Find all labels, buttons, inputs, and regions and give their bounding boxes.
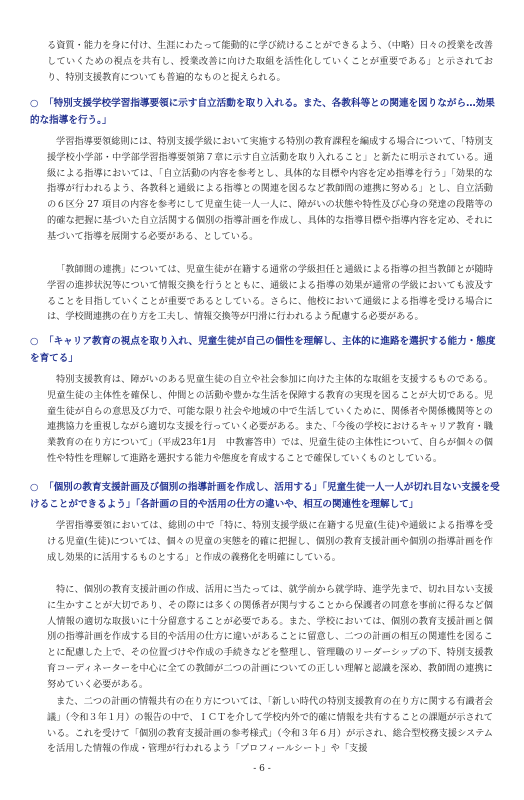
- section-3-heading-text: 「個別の教育支援計画及び個別の指導計画を作成し、活用する」「児童生徒一人一人が切れ目ない支援を受けることができるよう」「各計画の目的や活用の仕方の違いや、相互の関連性を理解して」: [30, 482, 500, 510]
- section-3-heading: [30, 480, 500, 513]
- section-3-paragraph-2: 特に、個別の教育支援計画の作成、活用に当たっては、就学前から就学時、進学先まで、切れ目ない支援に生かすことが大切であり、その際には多くの関係者が関与することから保護者の同意を事前に得るなど個人情報の適切な取扱いに十分留意することが必要である。また、学校においては、個別の教育支援計画と個別の指導計画を作成する目的や活用の仕方に違いがあることに留意し、二つの計画の相互の関連性を図ることに配慮した上で、その位置づけや作成の手続きなどを整理し、管理職のリーダーシップの下、特別支援教育コーディネーターを中心に全ての教師が二つの計画についての正しい理解と認識を深め、教師間の連携に努めていく必要がある。: [47, 584, 493, 690]
- section-2-heading: [30, 334, 500, 367]
- section-1-paragraph-2: 「教師間の連携」については、児童生徒が在籍する通常の学級担任と通級による指導の担当教師とが随時学習の進捗状況等について情報交換を行うとともに、通級による指導の効果が通常の学級においても波及することを目指していくことが重要であるとしている。さらに、他校において通級による指導を受ける場合には、学校間連携の在り方を工夫し、情報交換等が円滑に行われるよう配慮する必要がある。: [47, 264, 493, 323]
- section-3-paragraph-3: また、二つの計画の情報共有の在り方については、「新しい時代の特別支援教育の在り方に関する有識者会議」（令和３年１月）の報告の中で、ＩＣＴを介して学校内外で的確に情報を共有することの課題が示されている。これを受けて「個別の教育支援計画の参考様式」（令和３年６月）が示され、総合型校務支援システムを活用した情報の作成・管理が行われるよう「プロフィールシート」や「支援: [47, 696, 493, 755]
- page-number: - 6 -: [253, 764, 271, 774]
- section-1-paragraph-1: 学習指導要領総則には、特別支援学級において実施する特別の教育課程を編成する場合について、「特別支援学校小学部・中学部学習指導要領第７章に示す自立活動を取り入れること」と新たに明示されている。通級による指導においては、「自立活動の内容を参考とし、具体的な目標や内容を定め指導を行う」「効果的な指導が行われるよう、各教科と通級による指導との関連を図るなど教師間の連携に努める」とし、自立活動の６区分 27 項目の内容を参考にして児童生徒一人一人に、障がいの状態や特性及び心身の発達の段階等の的確な把握に基づいた自立活関する個別の指導計画を作成し、具体的な指導目標や指導内容を定め、それに基づいて指導を展開する必要がある、としている。: [47, 136, 493, 242]
- section-3-paragraph-1: 学習指導要領においては、総則の中で「特に、特別支援学級に在籍する児童(生徒)や通級による指導を受ける児童(生徒)については、個々の児童の実態を的確に把握し、個別の教育支援計画や個別の指導計画を作成し効果的に活用するものとする」と作成の義務化を明確にしている。: [47, 520, 493, 563]
- section-2-heading-text: 「キャリア教育の視点を取り入れ、児童生徒が自己の個性を理解し、主体的に進路を選択する能力・態度を育てる」: [30, 336, 496, 364]
- section-1-heading: [30, 96, 500, 129]
- section-2-paragraph-1: 特別支援教育は、障がいのある児童生徒の自立や社会参加に向けた主体的な取組を支援するものである。児童生徒の主体性を確保し、仲間との活動や豊かな生活を保障する教育の実現を図ることが大切である。児童生徒が自らの意思及び力で、可能な限り社会や地域の中で生活していくために、関係者や関係機関等との連携協力を重視しながら適切な支援を行っていく必要がある。また、「今後の学校におけるキャリア教育・職業教育の在り方について」（平成23年1月 中教審答申）では、児童生徒の主体性について、自らが個々の個性や特性を理解して進路を選択する能力や態度を育成することで確保していくものとしている。: [47, 374, 493, 464]
- section-1-heading-text: 「特別支援学校学習指導要領に示す自立活動を取り入れる。また、各教科等との関連を図りながら…効果的な指導を行う。」: [30, 98, 495, 126]
- section-1-bullet-icon: ○: [30, 98, 39, 109]
- intro-paragraph: る資質・能力を身に付け、生涯にわたって能動的に学び続けることができるよう、（中略）日々の授業を改善していくための視点を共有し、授業改善に向けた取組を活性化していくことが重要である」と示されており、特別支援教育についても普遍的なものと捉えられる。: [47, 40, 493, 83]
- section-3-bullet-icon: ○: [30, 482, 39, 493]
- section-2-bullet-icon: ○: [30, 336, 39, 347]
